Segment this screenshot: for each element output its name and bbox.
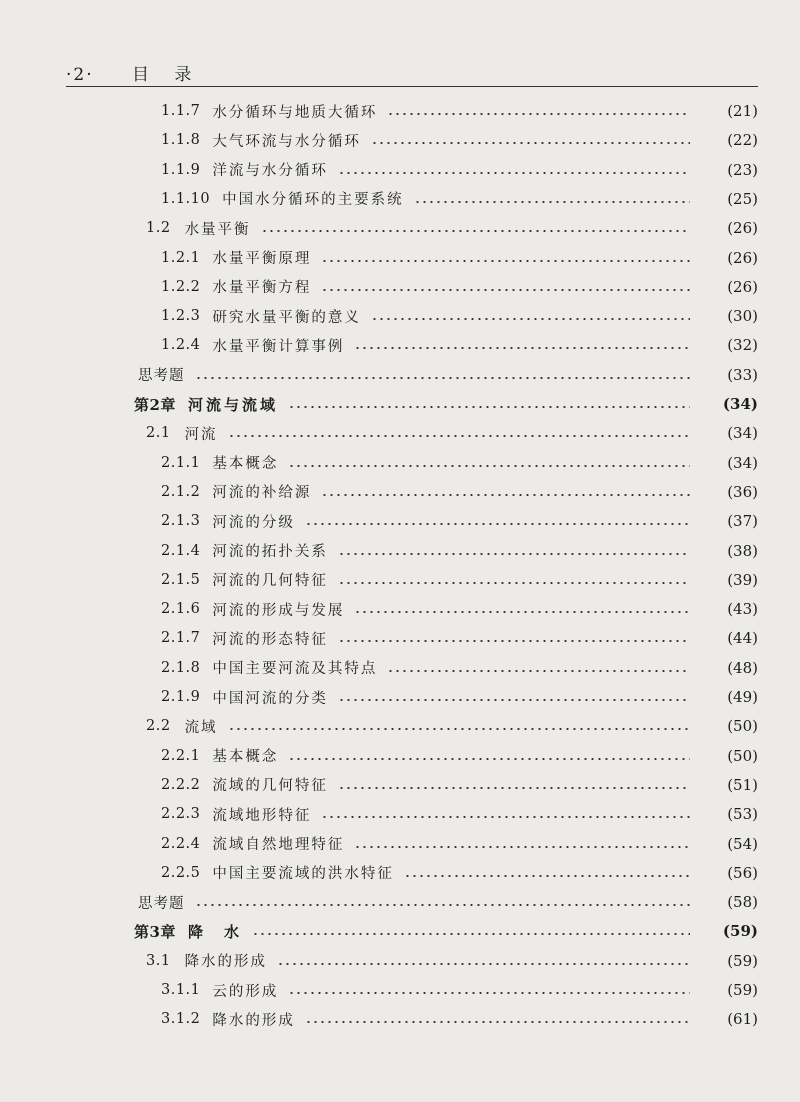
toc-entry-page: (49) bbox=[727, 688, 758, 706]
toc-entry-number: 2.1.8 bbox=[161, 659, 201, 676]
dot-leader bbox=[338, 787, 690, 789]
toc-entry bbox=[0, 684, 758, 710]
toc-entry-number: 2.1.1 bbox=[161, 454, 201, 471]
dot-leader bbox=[371, 142, 690, 144]
toc-entry-page: (34) bbox=[727, 453, 758, 472]
toc-entry-page: (22) bbox=[727, 131, 758, 150]
toc-entry-title: 流域自然地理特征 bbox=[212, 837, 345, 853]
toc-entry-page: (59) bbox=[727, 951, 758, 970]
toc-entry bbox=[0, 274, 758, 300]
toc-entry-number: 1.1.7 bbox=[161, 103, 201, 119]
toc-entry-title: 中国主要河流及其特点 bbox=[212, 661, 378, 678]
dot-leader bbox=[338, 582, 690, 584]
toc-exercise-entry bbox=[0, 362, 758, 388]
toc-entry-number: 2.2.5 bbox=[161, 864, 201, 881]
toc-entry-title: 中国主要流域的洪水特征 bbox=[212, 866, 394, 883]
dot-leader bbox=[321, 289, 690, 291]
toc-entry bbox=[0, 772, 758, 798]
toc-entry-number: 2.1.7 bbox=[161, 630, 201, 647]
toc-entry bbox=[0, 420, 758, 446]
toc-entry-title: 思考题 bbox=[138, 895, 185, 912]
dot-leader bbox=[288, 758, 690, 760]
toc-entry-number: 1.2.1 bbox=[161, 249, 201, 266]
toc-entry-title: 水量平衡原理 bbox=[212, 251, 312, 267]
toc-entry-number: 第3章 bbox=[134, 922, 176, 941]
toc-entry-number: 2.2.1 bbox=[161, 747, 201, 764]
toc-entry-title: 河流 bbox=[184, 426, 218, 443]
toc-entry-title: 河流的形成与发展 bbox=[212, 602, 345, 619]
toc-entry-title: 基本概念 bbox=[212, 749, 279, 766]
toc-entry-number: 1.2.2 bbox=[161, 278, 201, 295]
toc-entry-page: (58) bbox=[727, 893, 758, 912]
toc-entry bbox=[0, 186, 758, 212]
toc-entry-title: 云的形成 bbox=[212, 983, 279, 1000]
dot-leader bbox=[338, 172, 690, 174]
toc-entry bbox=[0, 831, 758, 857]
toc-entry bbox=[0, 127, 758, 153]
dot-leader bbox=[371, 318, 690, 320]
toc-entry bbox=[0, 1006, 758, 1032]
toc-entry-title: 流域地形特征 bbox=[212, 807, 312, 824]
toc-entry-title: 水分循环与地质大循环 bbox=[212, 104, 378, 121]
toc-entry bbox=[0, 655, 758, 681]
toc-chapter-entry bbox=[0, 391, 758, 417]
toc-entry-page: (50) bbox=[727, 717, 758, 736]
toc-entry bbox=[0, 743, 758, 769]
toc-entry-number: 第2章 bbox=[134, 395, 176, 414]
toc-entry bbox=[0, 508, 758, 534]
toc-entry bbox=[0, 567, 758, 593]
dot-leader bbox=[321, 816, 690, 818]
toc-entry-number: 2.1.6 bbox=[161, 601, 201, 618]
toc-entry-page: (54) bbox=[727, 834, 758, 853]
toc-entry-title: 河流的形态特征 bbox=[212, 631, 328, 648]
toc-entry-page: (34) bbox=[727, 424, 758, 443]
toc-entry-number: 2.1.2 bbox=[161, 483, 201, 500]
toc-entry bbox=[0, 538, 758, 564]
toc-entry-title: 大气环流与水分循环 bbox=[212, 133, 361, 150]
toc-entry-number: 2.1 bbox=[146, 425, 171, 442]
toc-entry bbox=[0, 977, 758, 1003]
toc-entry bbox=[0, 479, 758, 505]
toc-entry-page: (38) bbox=[727, 541, 758, 560]
header-title: 目 录 bbox=[132, 65, 202, 85]
toc-entry-number: 2.1.3 bbox=[161, 513, 201, 530]
dot-leader bbox=[305, 1021, 690, 1023]
toc-chapter-entry bbox=[0, 918, 758, 944]
toc-entry-title: 河流的分级 bbox=[212, 514, 295, 531]
dot-leader bbox=[305, 523, 690, 525]
toc-entry-page: (23) bbox=[727, 160, 758, 179]
toc-entry-title: 河流的拓扑关系 bbox=[212, 544, 328, 560]
toc-entry bbox=[0, 860, 758, 886]
toc-entry-title: 流域 bbox=[184, 719, 218, 736]
toc-entry-page: (26) bbox=[727, 219, 758, 238]
dot-leader bbox=[354, 611, 690, 613]
toc-entry-page: (32) bbox=[727, 336, 758, 355]
toc-exercise-entry bbox=[0, 889, 758, 915]
toc-entry-number: 2.1.4 bbox=[161, 542, 201, 559]
toc-entry bbox=[0, 625, 758, 651]
toc-entry-number: 3.1.1 bbox=[161, 982, 201, 998]
toc-entry-page: (51) bbox=[727, 775, 758, 794]
toc-entry-page: (43) bbox=[727, 600, 758, 619]
toc-entry-page: (37) bbox=[727, 512, 758, 531]
dot-leader bbox=[321, 260, 690, 262]
dot-leader bbox=[414, 201, 690, 203]
dot-leader bbox=[195, 904, 691, 906]
toc-entry-page: (59) bbox=[722, 922, 758, 941]
toc-entry-title: 降水的形成 bbox=[184, 954, 268, 971]
toc-entry-number: 1.1.9 bbox=[161, 161, 201, 178]
toc-entry bbox=[0, 450, 758, 476]
toc-entry-page: (59) bbox=[727, 981, 758, 999]
toc-entry-title: 中国河流的分类 bbox=[212, 690, 328, 707]
page-header bbox=[66, 64, 758, 87]
toc-entry-page: (21) bbox=[727, 102, 758, 120]
toc-entry bbox=[0, 596, 758, 622]
toc-entry-number: 1.2.4 bbox=[161, 337, 201, 354]
toc-entry-title: 流域的几何特征 bbox=[212, 778, 328, 795]
toc-entry-title: 降 水 bbox=[187, 922, 242, 941]
dot-leader bbox=[288, 465, 690, 467]
dot-leader bbox=[404, 875, 690, 877]
toc-entry-page: (53) bbox=[727, 805, 758, 824]
toc-entry-page: (26) bbox=[727, 248, 758, 267]
toc-entry bbox=[0, 215, 758, 241]
toc-entry bbox=[0, 713, 758, 739]
toc-entry-page: (48) bbox=[727, 658, 758, 677]
toc-entry-number: 3.1 bbox=[146, 952, 171, 969]
toc-entry-title: 思考题 bbox=[138, 368, 185, 385]
toc-entry-title: 河流与流域 bbox=[187, 395, 278, 414]
toc-entry-number: 3.1.2 bbox=[161, 1011, 201, 1028]
dot-leader bbox=[387, 670, 690, 672]
dot-leader bbox=[338, 553, 690, 555]
dot-leader bbox=[277, 963, 690, 965]
dot-leader bbox=[354, 347, 690, 349]
toc-entry-page: (44) bbox=[727, 629, 758, 648]
toc-entry-number: 2.2 bbox=[146, 718, 171, 735]
toc-entry-page: (50) bbox=[727, 746, 758, 765]
toc-entry-title: 河流的补给源 bbox=[212, 485, 312, 502]
toc-entry-title: 水量平衡 bbox=[184, 221, 251, 238]
toc-entry bbox=[0, 948, 758, 974]
dot-leader bbox=[195, 377, 691, 379]
toc-entry-page: (33) bbox=[727, 365, 758, 384]
toc-entry-number: 1.1.10 bbox=[161, 190, 211, 207]
toc-entry-page: (30) bbox=[727, 307, 758, 326]
toc-entry-page: (56) bbox=[727, 863, 758, 882]
toc-entry bbox=[0, 303, 758, 329]
toc-entry-title: 研究水量平衡的意义 bbox=[212, 309, 361, 326]
dot-leader bbox=[387, 113, 690, 115]
dot-leader bbox=[338, 640, 690, 642]
dot-leader bbox=[338, 699, 690, 701]
toc-entry-page: (36) bbox=[727, 482, 758, 501]
toc-entry bbox=[0, 332, 758, 358]
toc-entry-number: 2.2.3 bbox=[161, 806, 201, 823]
toc-entry-page: (26) bbox=[727, 277, 758, 296]
toc-entry-number: 2.1.9 bbox=[161, 689, 201, 705]
toc-entry bbox=[0, 98, 758, 124]
toc-entry-number: 1.1.8 bbox=[161, 132, 201, 149]
dot-leader bbox=[252, 933, 690, 935]
toc-entry-title: 中国水分循环的主要系统 bbox=[222, 192, 404, 209]
dot-leader bbox=[228, 728, 690, 730]
toc-entry-page: (39) bbox=[727, 570, 758, 589]
toc-entry-number: 2.2.4 bbox=[161, 835, 201, 852]
toc-entry-page: (25) bbox=[727, 189, 758, 208]
toc-entry-number: 2.1.5 bbox=[161, 571, 201, 588]
dot-leader bbox=[261, 230, 690, 232]
toc-entry bbox=[0, 801, 758, 827]
toc-entry-title: 水量平衡方程 bbox=[212, 280, 312, 297]
toc-entry-page: (34) bbox=[722, 395, 758, 413]
toc-entry bbox=[0, 157, 758, 183]
toc-entry-title: 降水的形成 bbox=[212, 1012, 295, 1029]
dot-leader bbox=[288, 406, 690, 408]
toc-entry-page: (61) bbox=[727, 1010, 758, 1029]
toc-entry-number: 1.2 bbox=[146, 220, 171, 237]
toc-entry-title: 水量平衡计算事例 bbox=[212, 338, 345, 355]
dot-leader bbox=[354, 846, 690, 848]
page-number: ·2· bbox=[66, 65, 94, 85]
toc-entry bbox=[0, 245, 758, 271]
toc-entry-title: 河流的几何特征 bbox=[212, 573, 328, 590]
toc-entry-number: 2.2.2 bbox=[161, 776, 201, 793]
dot-leader bbox=[228, 435, 690, 437]
toc-entry-title: 基本概念 bbox=[212, 456, 279, 473]
toc-entry-title: 洋流与水分循环 bbox=[212, 163, 328, 180]
dot-leader bbox=[288, 992, 690, 994]
dot-leader bbox=[321, 494, 690, 496]
toc-entry-number: 1.2.3 bbox=[161, 308, 201, 325]
